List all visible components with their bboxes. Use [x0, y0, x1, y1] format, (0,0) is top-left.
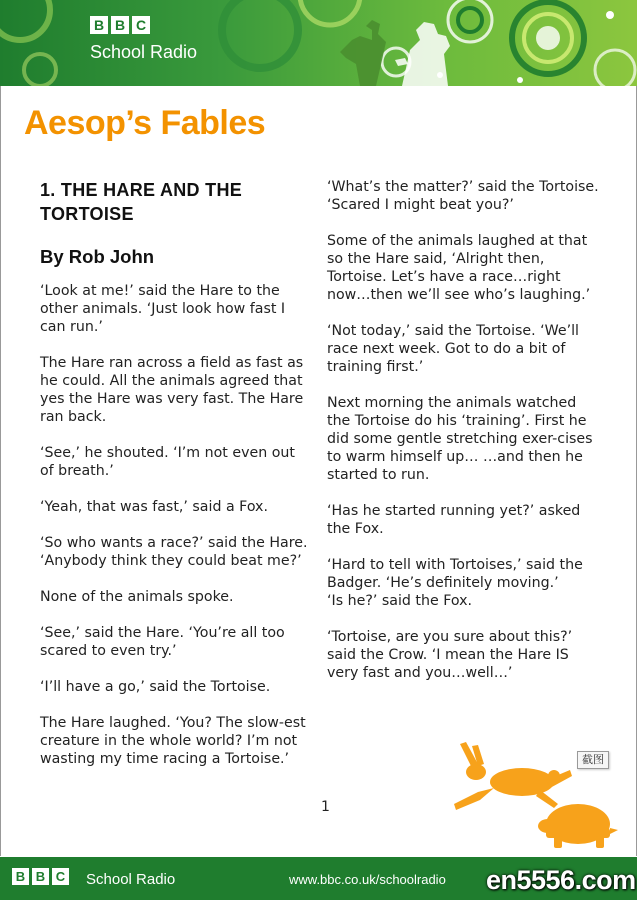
bbc-letter: C: [132, 16, 150, 34]
paragraph: ‘I’ll have a go,’ said the Tortoise.: [40, 679, 271, 695]
paragraph: None of the animals spoke.: [40, 589, 234, 605]
header-brand: School Radio: [90, 42, 198, 62]
page-title: Aesop’s Fables: [24, 104, 266, 142]
bbc-logo: [90, 16, 150, 34]
left-column: [40, 178, 312, 786]
paragraph: ‘Hard to tell with Tortoises,’ said the Badger. ‘He’s definitely moving.’: [327, 557, 583, 591]
site-watermark: en5556.com: [486, 865, 636, 895]
story-title: 1. THE HARE AND THE TORTOISE: [40, 180, 243, 224]
footer-bbc-logo: [12, 868, 69, 885]
paragraph: ‘What’s the matter?’ said the Tortoise. ‘Scared I might beat you?’: [327, 179, 599, 213]
paragraph: The Hare ran across a field as fast as he could. All the animals agreed that yes the Hare was very fast. The Hare ran back.: [40, 355, 304, 425]
footer-brand: School Radio: [86, 871, 176, 888]
hare-icon: [454, 742, 572, 810]
paragraph: ‘Not today,’ said the Tortoise. ‘We’ll race next week. Got to do a bit of training first.’: [327, 323, 579, 375]
byline: By Rob John: [40, 246, 155, 267]
paragraph: Some of the animals laughed at that so the Hare said, ‘Alright then, Tortoise. Let’s have a race…right now…then we’ll see who’s laughing.’: [327, 233, 591, 303]
bbc-letter: C: [52, 868, 69, 885]
paragraph: ‘Yeah, that was fast,’ said a Fox.: [40, 499, 268, 515]
paragraph: Next morning the animals watched the Tortoise do his ‘training’. First he did some gentle stretching exer-cises to warm himself up… …and then he started to run.: [327, 395, 593, 483]
paragraph: The Hare laughed. ‘You? The slow-est creature in the whole world? I’m not wasting my time racing a Tortoise.’: [40, 715, 306, 767]
paragraph: ‘Is he?’ said the Fox.: [327, 593, 473, 609]
paragraph: ‘See,’ he shouted. ‘I’m not even out of breath.’: [40, 445, 295, 479]
paragraph: ‘So who wants a race?’ said the Hare. ‘Anybody think they could beat me?’: [40, 535, 308, 569]
page-number: 1: [321, 799, 330, 815]
paragraph: ‘See,’ said the Hare. ‘You’re all too scared to even try.’: [40, 625, 285, 659]
tortoise-icon: [538, 804, 618, 848]
paragraph: ‘Tortoise, are you sure about this?’ said the Crow. ‘I mean the Hare IS very fast and you…well…’: [327, 629, 573, 681]
paragraph: ‘Look at me!’ said the Hare to the other animals. ‘Just look how fast I can run.’: [40, 283, 286, 335]
bbc-letter: B: [32, 868, 49, 885]
footer-url-link[interactable]: www.bbc.co.uk/schoolradio: [289, 872, 446, 887]
bbc-letter: B: [111, 16, 129, 34]
bbc-letter: B: [90, 16, 108, 34]
paragraph: ‘Has he started running yet?’ asked the Fox.: [327, 503, 581, 537]
screenshot-button[interactable]: 截图: [577, 751, 609, 769]
bbc-letter: B: [12, 868, 29, 885]
header-banner: [0, 0, 637, 86]
right-column: [327, 178, 601, 700]
